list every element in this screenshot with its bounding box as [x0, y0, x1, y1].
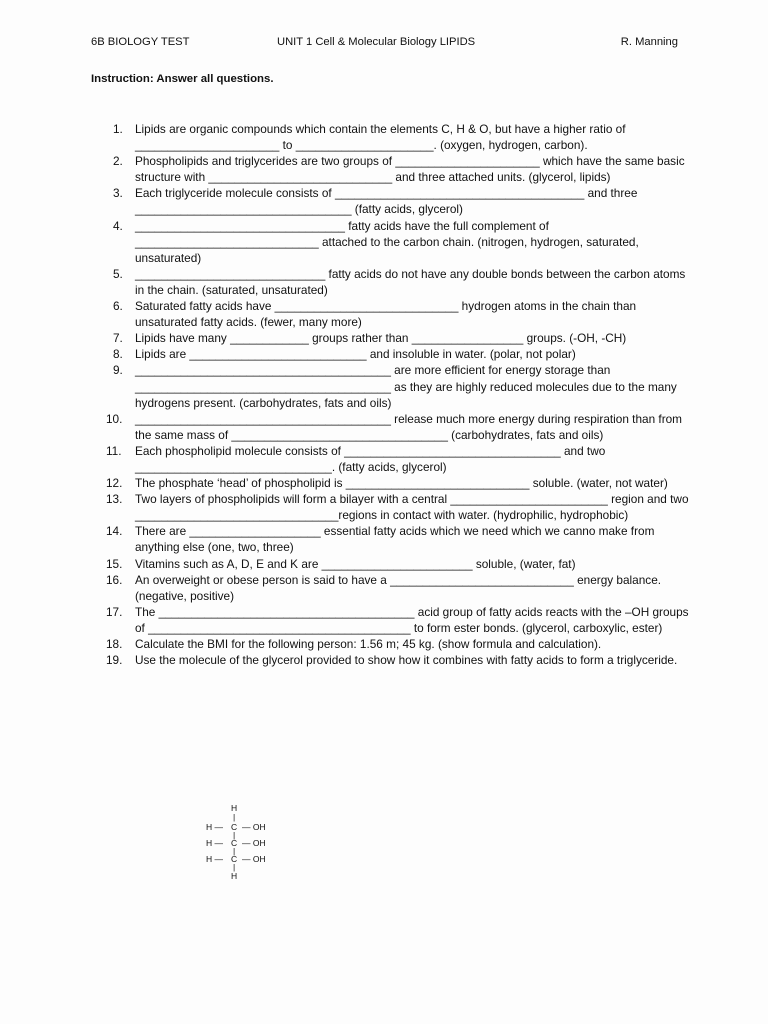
glycerol-carbon: C: [231, 838, 238, 848]
question-item: [91, 556, 691, 572]
question-number: 9.: [113, 363, 123, 378]
question-number: 4.: [113, 218, 123, 233]
question-text: Each triglyceride molecule consists of ______________________________________ and three _________________________________ (fatty acids, glycerol): [135, 186, 638, 217]
question-number: 2.: [113, 154, 123, 169]
question-text: ________________________________ fatty acids have the full complement of ____________________________ attached to the carbon chain. (nitrogen, hydrogen, saturated, unsaturated): [135, 218, 639, 265]
question-number: 1.: [113, 122, 123, 136]
question-text: Lipids are organic compounds which contain the elements C, H & O, but have a higher ratio of ______________________ to _____________________. (oxygen, hydrogen, carbon).: [135, 122, 626, 153]
question-number: 12.: [106, 476, 123, 491]
question-text: Phospholipids and triglycerides are two groups of ______________________ which have the same basic structure with ____________________________ and three attached units. (glycerol, lipids): [135, 154, 685, 185]
question-text: Two layers of phospholipids will form a bilayer with a central ________________________ region and two _______________________________regions in contact with water. (hydrophilic, hydrophobic): [135, 492, 689, 523]
question-text: There are ____________________ essential fatty acids which we need which we canno make from anything else (one, two, three): [135, 524, 655, 555]
bond-vertical: |: [233, 830, 236, 840]
question-item: [91, 411, 691, 443]
question-number: 16.: [106, 572, 123, 587]
glycerol-bottom-hydrogen: H: [231, 871, 238, 881]
question-number: 5.: [113, 266, 123, 281]
bond-vertical: |: [233, 846, 236, 856]
header-course: 6B BIOLOGY TEST: [91, 36, 190, 48]
question-text: Lipids have many ____________ groups rather than _________________ groups. (-OH, -CH): [135, 331, 627, 346]
question-number: 18.: [106, 637, 123, 651]
glycerol-left-hydrogen: H —: [206, 854, 223, 864]
question-text: The phosphate ‘head’ of phospholipid is ____________________________ soluble. (water, not water): [135, 476, 668, 491]
question-item: [91, 330, 691, 346]
glycerol-hydroxyl: — OH: [242, 854, 266, 864]
header-unit: UNIT 1 Cell & Molecular Biology LIPIDS: [277, 36, 476, 48]
instruction: Instruction: Answer all questions.: [91, 73, 274, 85]
glycerol-carbon: C: [231, 854, 238, 864]
glycerol-top-hydrogen: H: [231, 803, 238, 813]
header-author: R. Manning: [620, 36, 678, 48]
question-number: 6.: [113, 299, 123, 314]
question-number: 8.: [113, 347, 123, 362]
question-text: _____________________________ fatty acids do not have any double bonds between the carbon atoms in the chain. (saturated, unsaturated): [135, 266, 686, 297]
glycerol-structure: [198, 803, 288, 883]
question-item: [91, 572, 691, 604]
glycerol-hydroxyl: — OH: [242, 838, 266, 848]
question-text: Use the molecule of the glycerol provided to show how it combines with fatty acids to form a triglyceride.: [135, 653, 678, 668]
bond-vertical: |: [233, 862, 236, 872]
question-list: [91, 121, 691, 668]
question-number: 19.: [106, 653, 123, 668]
question-text: Vitamins such as A, D, E and K are _______________________ soluble, (water, fat): [135, 556, 576, 571]
question-number: 11.: [106, 443, 122, 458]
question-text: Each phospholipid molecule consists of _________________________________ and two ______________________________. (fatty acids, glycerol): [135, 443, 606, 474]
question-item: [91, 121, 691, 153]
question-text: Saturated fatty acids have ____________________________ hydrogen atoms in the chain than unsaturated fatty acids. (fewer, many more): [135, 299, 637, 330]
page-header: [91, 36, 678, 52]
question-number: 14.: [106, 524, 123, 539]
question-item: [91, 362, 691, 410]
question-item: [91, 652, 691, 668]
question-item: [91, 153, 691, 185]
question-text: _______________________________________ are more efficient for energy storage than _______________________________________ as they are highly reduced molecules due to the many hydrogens present. (carbohydrates, fats and oils): [135, 363, 677, 410]
question-item: [91, 475, 691, 491]
glycerol-left-hydrogen: H —: [206, 838, 223, 848]
question-item: [91, 604, 691, 636]
question-item: [91, 636, 691, 652]
glycerol-carbon: C: [231, 822, 238, 832]
question-text: An overweight or obese person is said to have a ____________________________ energy balance. (negative, positive): [135, 572, 662, 603]
question-number: 13.: [106, 492, 123, 507]
question-item: [91, 266, 691, 298]
question-number: 3.: [113, 186, 123, 201]
glycerol-hydroxyl: — OH: [242, 822, 266, 832]
question-item: [91, 443, 691, 475]
question-text: _______________________________________ release much more energy during respiration than from the same mass of _________________________________ (carbohydrates, fats and oils): [135, 411, 683, 442]
question-item: [91, 218, 691, 266]
question-item: [91, 298, 691, 330]
question-item: [91, 346, 691, 362]
question-number: 15.: [106, 556, 123, 571]
question-number: 10.: [106, 411, 123, 426]
question-text: The _______________________________________ acid group of fatty acids reacts with the –OH groups of ________________________________________ to form ester bonds. (glycerol, carboxylic, ester): [135, 604, 689, 635]
question-number: 7.: [113, 331, 123, 346]
question-item: [91, 523, 691, 555]
question-number: 17.: [106, 604, 123, 619]
bond-vertical: |: [233, 812, 236, 822]
question-text: Lipids are ___________________________ and insoluble in water. (polar, not polar): [135, 347, 576, 362]
question-item: [91, 491, 691, 523]
glycerol-left-hydrogen: H —: [206, 822, 223, 832]
question-text: Calculate the BMI for the following person: 1.56 m; 45 kg. (show formula and calculation).: [135, 637, 602, 651]
question-item: [91, 185, 691, 217]
